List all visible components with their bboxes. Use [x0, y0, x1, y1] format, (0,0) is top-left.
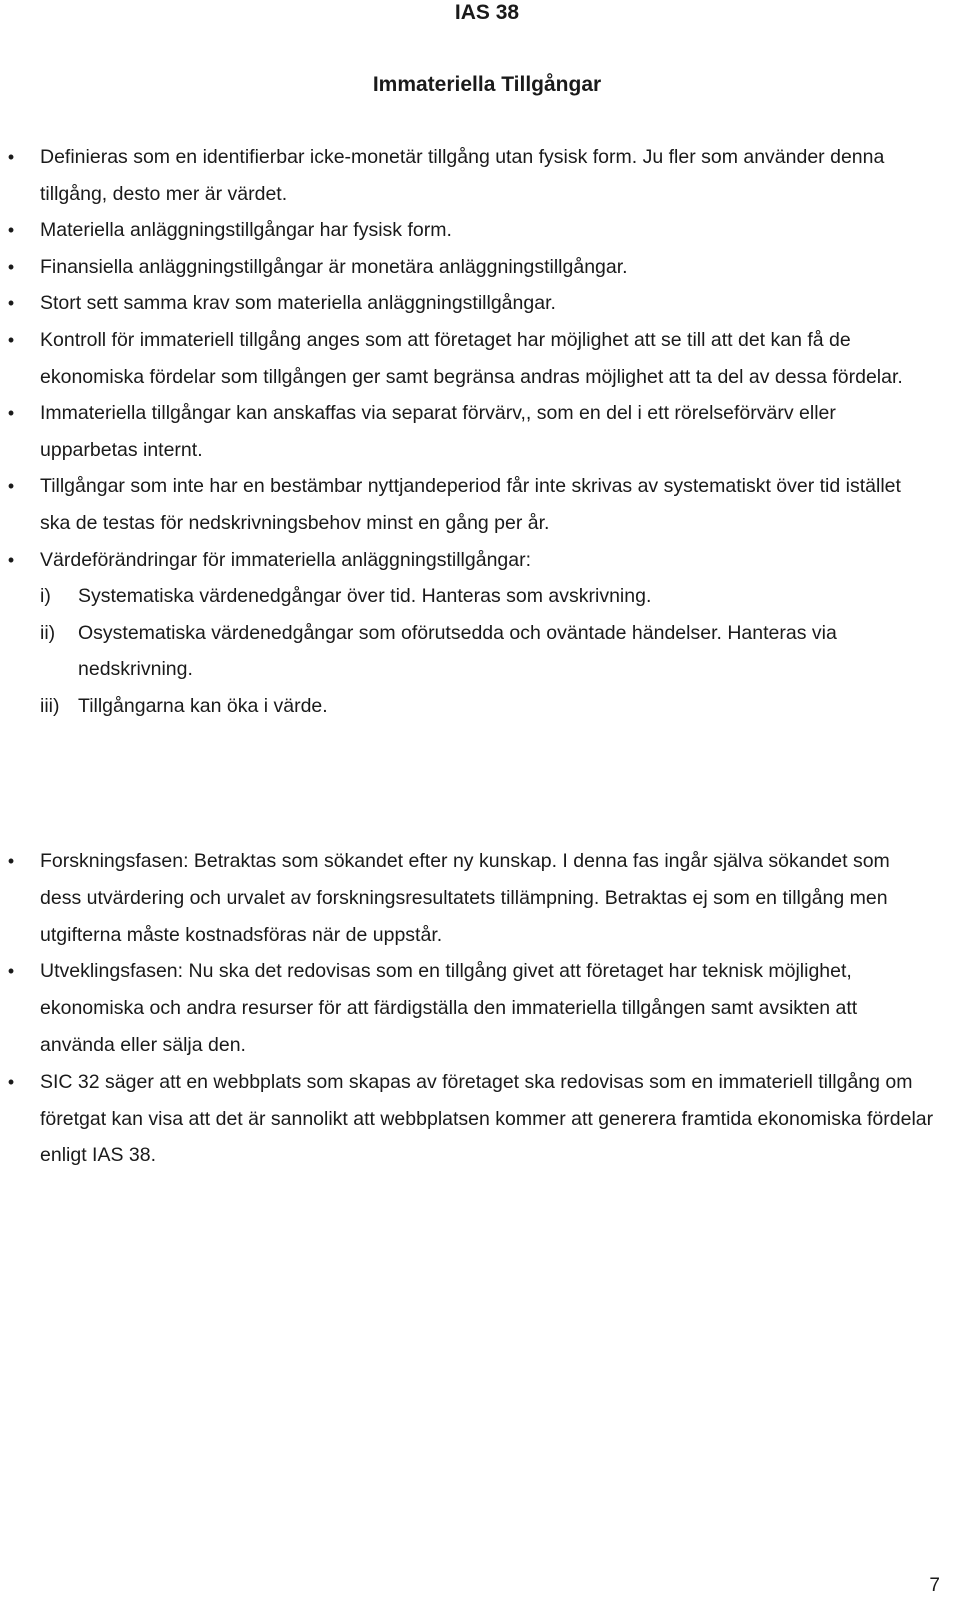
bullet-icon: •: [7, 403, 15, 424]
bullet-icon: •: [7, 1071, 15, 1092]
list-item-text: Materiella anläggningstillgångar har fysisk form.: [40, 219, 452, 242]
list-item-text: Forskningsfasen: Betraktas som sökandet efter ny kunskap. I denna fas ingår själva sökandet som dess utvärdering och urvalet av forskningsresultatets tillämpning. Betraktas ej som en tillgång men utgifterna måste kostnadsföras när de uppstår.: [40, 850, 890, 946]
list-item: [0, 542, 935, 725]
list-item-text: Stort sett samma krav som materiella anläggningstillgångar.: [40, 292, 556, 315]
roman-item: [40, 578, 935, 615]
list-item: [0, 843, 935, 953]
bullet-icon: •: [7, 220, 15, 241]
list-item: [0, 395, 935, 468]
list-item: [0, 953, 935, 1063]
list-item-text: Tillgångar som inte har en bestämbar nyttjandeperiod får inte skrivas av systematiskt över tid istället ska de testas för nedskrivningsbehov minst en gång per år.: [40, 475, 901, 534]
list-item-text: Värdeförändringar för immateriella anläggningstillgångar:: [40, 548, 532, 571]
list-item: [0, 139, 935, 212]
bullet-list-section-1: [0, 139, 935, 725]
list-item-text: Kontroll för immateriell tillgång anges som att företaget har möjlighet att se till att det kan få de ekonomiska fördelar som tillgången ger samt begränsa andras möjlighet att ta del av dessa fördelar.: [40, 328, 903, 388]
roman-item: [40, 615, 935, 688]
roman-marker: i): [40, 585, 51, 608]
bullet-icon: •: [7, 851, 15, 871]
bullet-icon: •: [7, 329, 15, 350]
roman-item-text: Systematiska värdenedgångar över tid. Hanteras som avskrivning.: [78, 585, 652, 608]
list-item-text: Definieras som en identifierbar icke-monetär tillgång utan fysisk form. Ju fler som använder denna tillgång, desto mer är värdet.: [40, 146, 885, 205]
list-item: [0, 322, 935, 395]
bullet-icon: •: [7, 961, 15, 982]
roman-marker: ii): [40, 621, 56, 644]
list-item: [0, 212, 935, 249]
bullet-icon: •: [7, 476, 15, 497]
bullet-icon: •: [7, 147, 15, 167]
list-item: [0, 468, 935, 541]
list-item-text: Immateriella tillgångar kan anskaffas via separat förvärv,, som en del i ett rörelseförvärv eller upparbetas internt.: [40, 402, 836, 461]
roman-item-text: Osystematiska värdenedgångar som oförutsedda och oväntade händelser. Hanteras via nedskrivning.: [78, 621, 837, 681]
bullet-icon: •: [7, 549, 15, 570]
list-item-text: Utveklingsfasen: Nu ska det redovisas som en tillgång givet att företaget har teknisk möjlighet, ekonomiska och andra resurser för att färdigställa den immateriella tillgången samt avsikten att använda eller sälja den.: [40, 960, 858, 1056]
document-title: IAS 38: [454, 1, 520, 24]
roman-item: [40, 688, 935, 725]
bullet-icon: •: [7, 293, 15, 314]
page-number: 7: [929, 1575, 940, 1596]
bullet-list-section-2: [0, 843, 935, 1174]
roman-item-text: Tillgångarna kan öka i värde.: [78, 694, 328, 717]
list-item-text: SIC 32 säger att en webbplats som skapas av företaget ska redovisas som en immateriell tillgång om företgat kan visa att det är sannolikt att webbplatsen kommer att generera framtida ekonomiska fördelar enligt IAS 38.: [40, 1070, 934, 1167]
roman-marker: iii): [40, 694, 60, 717]
bullet-icon: •: [7, 256, 15, 277]
list-item-text: Finansiella anläggningstillgångar är monetära anläggningstillgångar.: [40, 255, 628, 278]
list-item: [0, 249, 935, 286]
document-subtitle: Immateriella Tillgångar: [372, 73, 602, 96]
list-item: [0, 1064, 935, 1174]
list-item: [0, 285, 935, 322]
